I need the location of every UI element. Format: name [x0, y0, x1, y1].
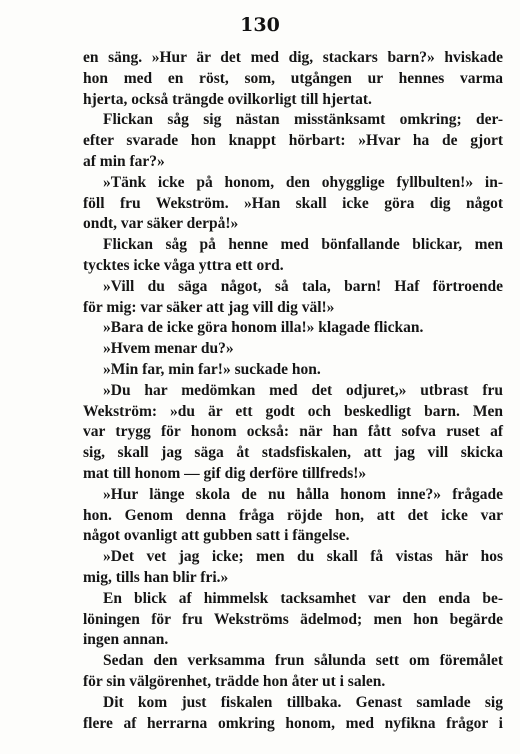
body-text: [83, 48, 503, 734]
text-line: Wekström: »du är ett godt och beskedligt barn. Men: [83, 402, 503, 420]
text-line: flere af herrarna omkring honom, med nyfikna frågor i: [83, 714, 503, 732]
text-line: »Bara de icke göra honom illa!» klagade flickan.: [103, 319, 424, 337]
text-line: ingen annan.: [83, 631, 169, 649]
text-line: hon. Genom denna fråga röjde hon, att det icke var: [83, 506, 503, 524]
text-line: hjerta, också trängde ovilkorligt till hjertat.: [83, 90, 372, 108]
text-line: för sin välgörenhet, trädde hon åter ut i salen.: [83, 672, 386, 690]
text-line: »Tänk icke på honom, den ohygglige fyllbulten!» in-: [103, 173, 503, 191]
text-line: mat till honom — gif dig derföre tillfreds!»: [83, 464, 367, 482]
text-line: något ovanligt att gubben satt i fängelse.: [83, 527, 350, 545]
text-line: »Min far, min far!» suckade hon.: [103, 360, 321, 378]
text-line: för mig: var säker att jag vill dig väl!»: [83, 298, 335, 316]
text-line: föll fru Wekström. »Han skall icke göra dig något: [83, 194, 503, 212]
text-line: »Du har medömkan med det odjuret,» utbrast fru: [103, 381, 503, 399]
text-line: »Hur länge skola de nu hålla honom inne?» frågade: [103, 485, 503, 503]
text-line: efter svarade hon knappt hörbart: »Hvar ha de gjort: [83, 132, 503, 150]
text-line: Sedan den verksamma frun sålunda sett om föremålet: [103, 652, 503, 670]
text-line: »Hvem menar du?»: [103, 340, 234, 358]
text-line: Dit kom just fiskalen tillbaka. Genast samlade sig: [103, 693, 503, 711]
text-line: Flickan såg sig nästan misstänksamt omkring; der-: [103, 111, 503, 129]
text-line: tycktes icke våga yttra ett ord.: [83, 256, 284, 274]
text-line: »Det vet jag icke; men du skall få vistas här hos: [103, 548, 503, 566]
text-line: mig, tills han blir fri.»: [83, 568, 229, 586]
text-line: ondt, var säker derpå!»: [83, 215, 239, 233]
text-line: af min far?»: [83, 152, 165, 170]
page-number: 130: [240, 14, 280, 36]
text-line: En blick af himmelsk tacksamhet var den enda be-: [103, 589, 503, 607]
text-line: »Vill du säga något, så tala, barn! Haf förtroende: [103, 277, 503, 295]
text-line: var trygg för honom också: när han fått sofva ruset af: [83, 423, 503, 441]
text-line: löningen för fru Wekströms ädelmod; men hon begärde: [83, 610, 503, 628]
text-line: en säng. »Hur är det med dig, stackars barn?» hviskade: [83, 49, 503, 66]
text-line: sig, skall jag säga åt stadsfiskalen, att jag vill skicka: [83, 444, 503, 462]
text-line: hon med en röst, som, utgången ur hennes varma: [83, 69, 503, 87]
text-line: Flickan såg på henne med bönfallande blickar, men: [103, 236, 503, 254]
